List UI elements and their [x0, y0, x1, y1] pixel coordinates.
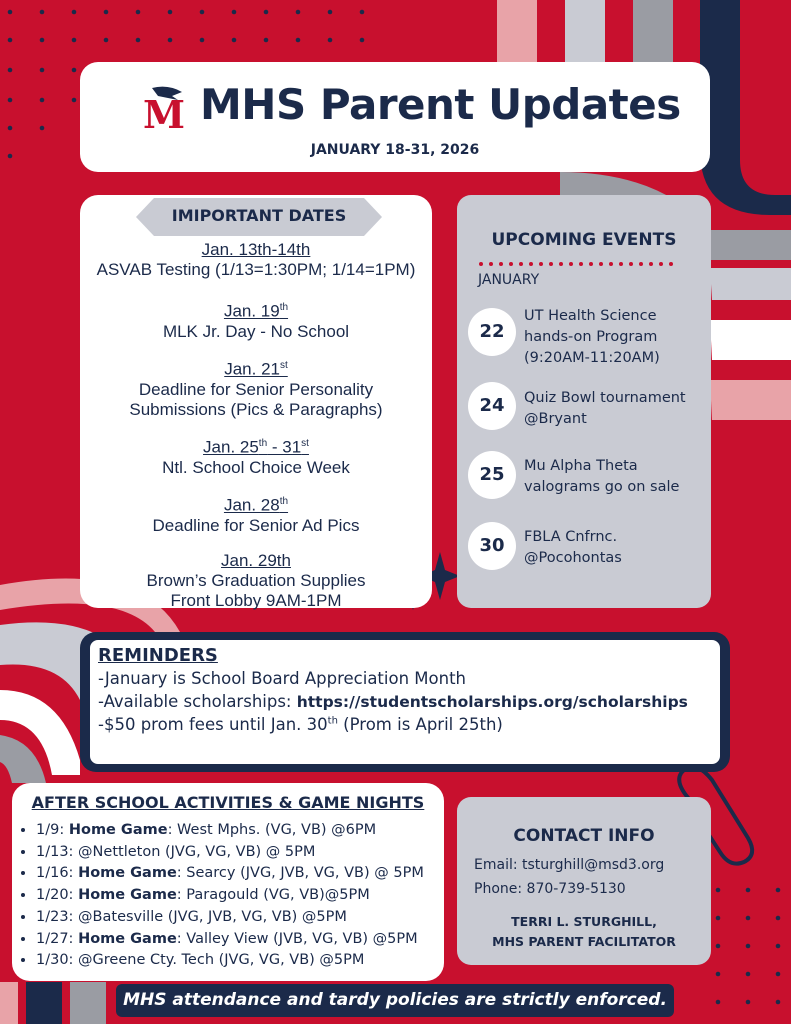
- list-item: • 1/9: Home Game: West Mphs. (VG, VB) @6PM: [36, 820, 460, 842]
- date-label: Jan. 28: [223, 495, 280, 515]
- scholarship-link[interactable]: https://studentscholarships.org/scholarships: [296, 693, 688, 711]
- date-desc: Deadline for Senior Personality: [138, 379, 374, 399]
- date-desc: MLK Jr. Day - No School: [162, 321, 350, 341]
- event-line: hands-on Program: [524, 329, 658, 345]
- event-day-badge: 22: [468, 308, 516, 356]
- event-text: [524, 388, 704, 430]
- event-day-badge: 25: [468, 451, 516, 499]
- date-item: [82, 434, 430, 478]
- list-item: • 1/23: @Batesville (JVG, JVB, VG, VB) @5PM: [36, 907, 460, 929]
- event-line: (9:20AM-11:20AM): [524, 350, 660, 366]
- date-suffix: st: [301, 438, 309, 449]
- date-label: - 31: [267, 437, 302, 457]
- date-suffix: th: [279, 302, 289, 313]
- activities-heading: AFTER SCHOOL ACTIVITIES & GAME NIGHTS: [31, 793, 425, 812]
- date-suffix: th: [258, 438, 268, 449]
- footer-text: MHS attendance and tardy policies are strictly enforced.: [123, 990, 667, 1010]
- date-suffix: th: [279, 496, 289, 507]
- reminders-heading: REMINDERS: [98, 645, 218, 666]
- reminder-line: [98, 692, 688, 711]
- date-item: [82, 551, 430, 611]
- event-line: Quiz Bowl tournament: [524, 390, 686, 406]
- reminder-text: (Prom is April 25th): [337, 715, 503, 734]
- important-dates-heading: IMIPORTANT DATES: [171, 206, 347, 225]
- date-desc: Deadline for Senior Ad Pics: [152, 515, 360, 535]
- date-desc: Submissions (Pics & Paragraphs): [129, 399, 383, 419]
- event-line: UT Health Science: [524, 308, 657, 324]
- list-item: • 1/27: Home Game: Valley View (JVB, VG, VB) @5PM: [36, 929, 460, 951]
- event-day-badge: 24: [468, 382, 516, 430]
- date-label: Jan. 21: [224, 359, 280, 379]
- upcoming-events-heading: UPCOMING EVENTS: [491, 230, 677, 250]
- date-item: [82, 356, 430, 420]
- page-title: MHS Parent Updates: [200, 80, 681, 129]
- event-day-badge: 30: [468, 522, 516, 570]
- date-desc: Brown’s Graduation Supplies: [146, 571, 366, 590]
- date-label: Jan. 25: [203, 437, 259, 457]
- events-month: JANUARY: [478, 272, 540, 288]
- date-label: Jan. 19: [223, 301, 280, 321]
- reminder-text: -$50 prom fees until Jan. 30: [98, 715, 328, 734]
- date-item: [82, 240, 430, 280]
- event-line: @Bryant: [524, 411, 587, 427]
- contact-email[interactable]: Email: tsturghill@msd3.org: [474, 857, 665, 873]
- date-desc: Front Lobby 9AM-1PM: [170, 591, 342, 610]
- date-desc: Ntl. School Choice Week: [162, 457, 350, 477]
- list-item: • 1/20: Home Game: Paragould (VG, VB)@5PM: [36, 885, 460, 907]
- date-item: [82, 298, 430, 342]
- date-desc: ASVAB Testing (1/13=1:30PM; 1/14=1PM): [96, 260, 416, 279]
- activities-list: [18, 820, 460, 972]
- dotted-divider: [478, 261, 678, 267]
- date-item: [82, 492, 430, 536]
- reminder-line: [98, 715, 503, 734]
- event-line: @Pocohontas: [524, 550, 622, 566]
- mhs-logo-icon: [138, 86, 190, 130]
- event-line: FBLA Cnfrnc.: [524, 529, 618, 545]
- list-item: • 1/30: @Greene Cty. Tech (JVG, VG, VB) @5PM: [36, 950, 460, 972]
- date-label: Jan. 29th: [221, 551, 291, 570]
- contact-name: TERRI L. STURGHILL,: [511, 914, 657, 929]
- contact-phone: Phone: 870-739-5130: [474, 881, 626, 897]
- event-text: [524, 456, 704, 498]
- event-text: [524, 306, 704, 369]
- event-line: Mu Alpha Theta: [524, 458, 638, 474]
- page-subtitle: JANUARY 18-31, 2026: [310, 142, 480, 158]
- contact-heading: CONTACT INFO: [513, 826, 655, 846]
- reminder-line: -January is School Board Appreciation Month: [98, 669, 466, 688]
- date-label: Jan. 13th-14th: [201, 240, 311, 259]
- contact-role: MHS PARENT FACILITATOR: [492, 934, 676, 949]
- date-suffix: st: [279, 360, 288, 371]
- reminder-suffix: th: [327, 715, 338, 727]
- svg-text:M: M: [142, 92, 186, 130]
- list-item: • 1/16: Home Game: Searcy (JVG, JVB, VG, VB) @ 5PM: [36, 863, 460, 885]
- event-text: [524, 527, 704, 569]
- list-item: • 1/13: @Nettleton (JVG, VG, VB) @ 5PM: [36, 842, 460, 864]
- event-line: valograms go on sale: [524, 479, 680, 495]
- reminder-text: -Available scholarships:: [98, 692, 297, 711]
